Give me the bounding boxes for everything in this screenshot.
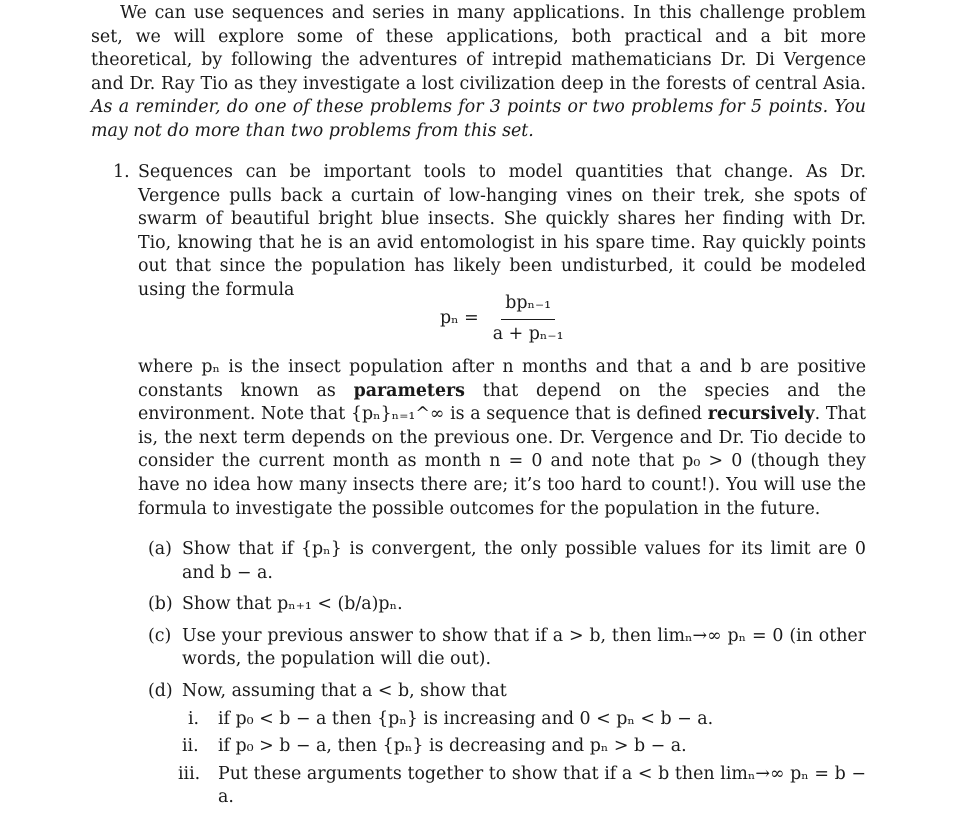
subpart-ii [138,735,866,759]
formula-denominator: a + pₙ₋₁ [492,323,564,344]
part-label: (c) [148,625,172,646]
problem-1-intro: Sequences can be important tools to model quantities that change. As Dr. Vergence pulls back a curtain of low-hanging vines on their trek, she spots of swarm of beautiful bright blue insects. She quickly shares her finding with Dr. Tio, knowing that he is an avid entomologist in his spare time. Ray quickly points out that since the population has likely been undisturbed, it could be modeled using the formula [138,162,866,300]
part-text: Show that if {pₙ} is convergent, the only possible values for its limit are 0 and b − a. [182,539,866,583]
intro-paragraph [91,2,866,144]
part-a [138,538,866,585]
problem-parts [138,538,866,818]
problem-number: 1. [113,162,130,182]
subpart-label: iii. [178,763,201,784]
subpart-text: if p₀ < b − a then {pₙ} is increasing and 0 < pₙ < b − a. [218,708,714,729]
explanation-text-2: that depend on the species and the environment. Note that {pₙ}ₙ₌₁^∞ is a sequence that is defined [138,380,867,425]
formula-fraction [489,292,568,346]
part-d [138,680,866,810]
part-d-subparts [178,708,866,810]
formula-numerator: bpₙ₋₁ [501,292,555,320]
recursive-formula [440,292,568,346]
part-label: (b) [148,594,173,615]
part-text: Now, assuming that a < b, show that [182,680,507,701]
intro-reminder: As a reminder, do one of these problems for 3 points or two problems for 5 points. You may not do more than two problems from this set. [91,97,866,141]
subpart-i [138,708,866,732]
part-label: (a) [148,539,172,559]
part-text: Show that pₙ₊₁ < (b/a)pₙ. [182,594,403,615]
formula-lhs: pₙ = [440,308,479,329]
subpart-text: if p₀ > b − a, then {pₙ} is decreasing and pₙ > b − a. [218,736,687,757]
subpart-text: Put these arguments together to show that if a < b then limₙ→∞ pₙ = b − a. [218,763,866,808]
problem-1 [113,161,866,303]
term-recursively: recursively [707,404,815,425]
explanation-text-1: where pₙ is the insect population after n months and that a and b are positive constants known as [138,357,866,401]
part-b [138,593,866,617]
part-c [138,625,866,672]
explanation-text-3: . That is, the next term depends on the previous one. Dr. Vergence and Dr. Tio decide to consider the current month as month n = 0 and note that p₀ > 0 (though they have no idea how many insects there are; it’s too hard to count!). You will use the formula to investigate the possible outcomes for the population in the future. [138,404,866,519]
intro-text: We can use sequences and series in many applications. In this challenge problem set, we will explore some of these applications, both practical and a bit more theoretical, by following the adventures of intrepid mathematicians Dr. Di Vergence and Dr. Ray Tio as they investigate a lost civilization deep in the forests of central Asia. [91,3,866,94]
problem-1-explanation [138,356,866,521]
subpart-iii [138,763,866,810]
subpart-label: ii. [182,736,199,757]
subpart-label: i. [188,708,200,729]
part-text: Use your previous answer to show that if a > b, then limₙ→∞ pₙ = 0 (in other words, the population will die out). [182,625,866,670]
term-parameters: parameters [353,380,465,401]
part-label: (d) [148,680,173,701]
